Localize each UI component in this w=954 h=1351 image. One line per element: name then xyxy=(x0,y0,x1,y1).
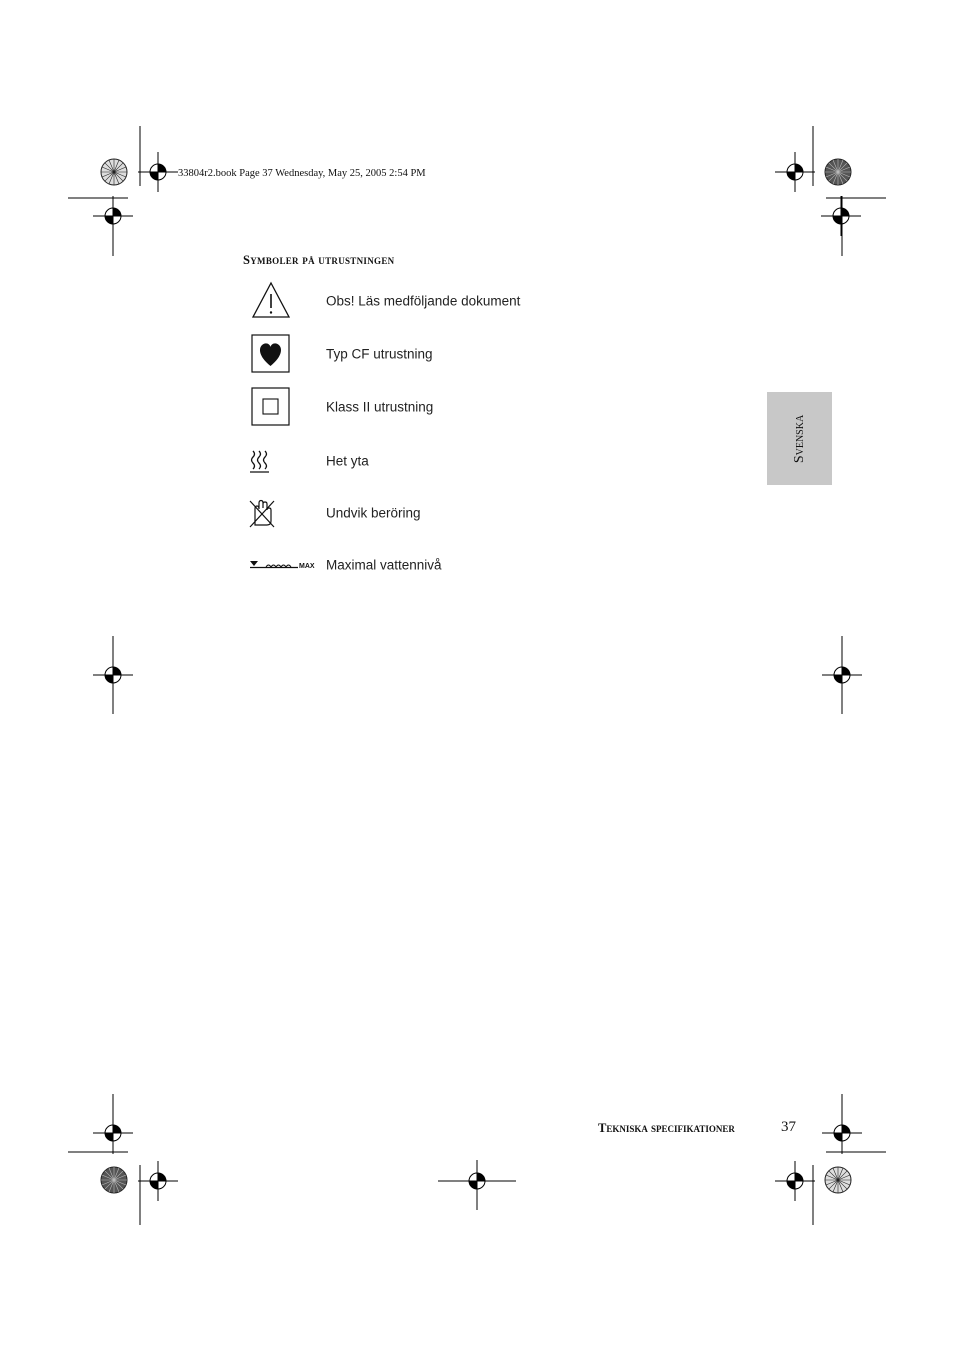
language-tab-label: Svenska xyxy=(791,414,807,463)
symbol-row-type-cf xyxy=(248,334,668,374)
symbol-label: Maximal vattennivå xyxy=(326,557,442,573)
symbol-row-hot-surface xyxy=(248,441,668,481)
print-header-info: 33804r2.book Page 37 Wednesday, May 25, 2005 2:54 PM xyxy=(178,168,426,179)
double-square-icon xyxy=(248,387,318,427)
symbol-row-class-ii xyxy=(248,387,668,427)
footer-section-title: Tekniska specifikationer xyxy=(598,1121,735,1135)
no-touch-icon xyxy=(248,493,318,533)
hot-surface-icon xyxy=(248,441,318,481)
symbol-row-warning xyxy=(248,281,668,321)
page-number: 37 xyxy=(781,1119,796,1135)
symbol-label: Het yta xyxy=(326,453,369,469)
warning-triangle-icon xyxy=(248,281,318,321)
section-title: Symboler på utrustningen xyxy=(243,253,395,267)
symbol-row-no-touch xyxy=(248,493,668,533)
heart-in-box-icon xyxy=(248,334,318,374)
symbol-label: Undvik beröring xyxy=(326,505,421,521)
symbol-label: Typ CF utrustning xyxy=(326,346,433,362)
max-water-level-icon xyxy=(248,545,318,585)
symbol-label: Klass II utrustning xyxy=(326,399,434,415)
symbol-label: Obs! Läs medföljande dokument xyxy=(326,293,521,309)
language-tab xyxy=(767,392,832,485)
symbol-row-max-water xyxy=(248,545,668,585)
max-label: MAX xyxy=(299,563,315,570)
